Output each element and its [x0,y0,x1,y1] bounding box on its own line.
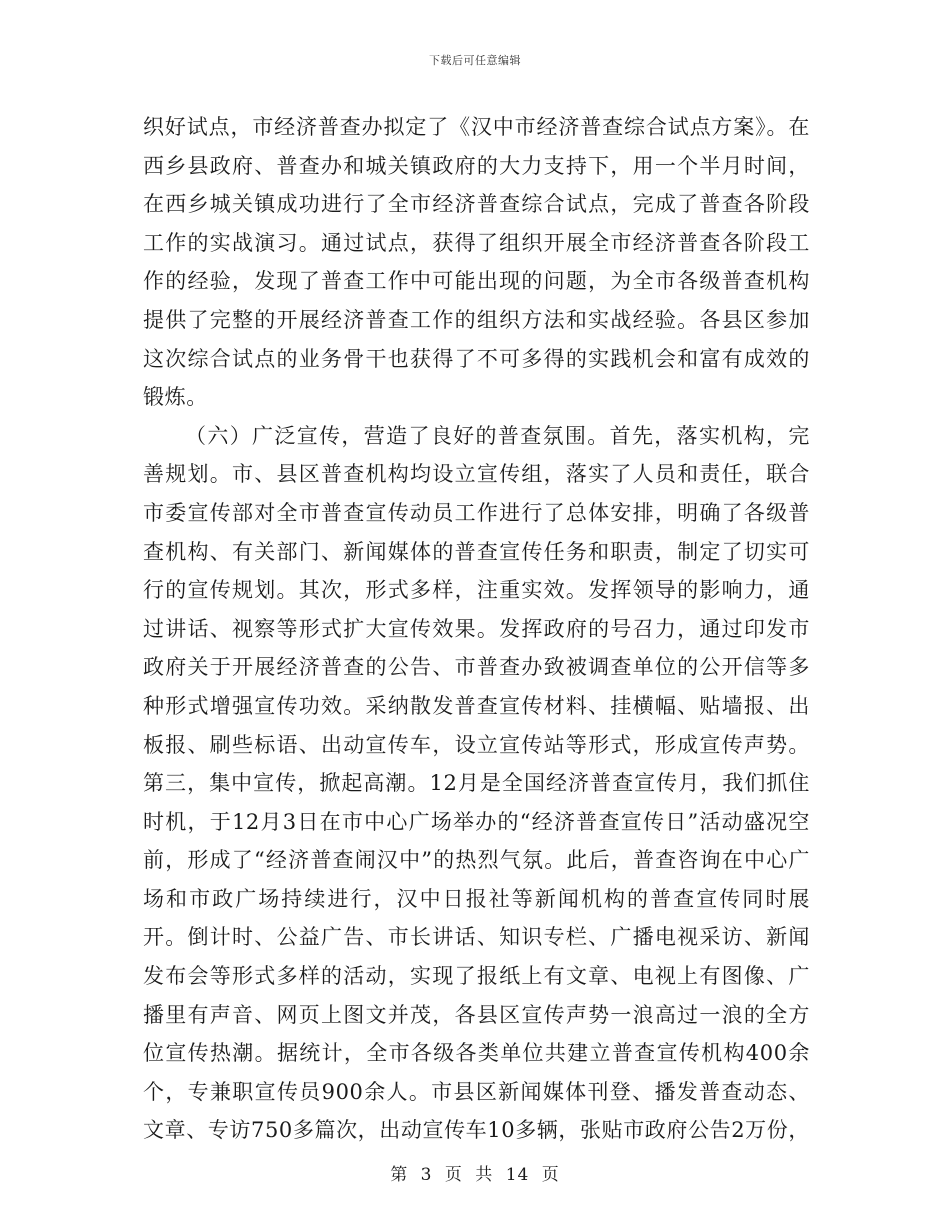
page-number: 第 3 页 共 14 页 [390,1165,560,1185]
page-header: 下载后可任意编辑 [429,54,521,67]
paragraph-publicity: （六）广泛宣传，营造了良好的普查氛围。首先，落实机构，完善规划。市、县区普查机构均设立宣传组，落实了人员和责任，联合市委宣传部对全市普查宣传动员工作进行了总体安排，明确了各级普查机构、有关部门、新闻媒体的普查宣传任务和职责，制定了切实可行的宣传规划。其次，形式多样，注重实效。发挥领导的影响力，通过讲话、视察等形式扩大宣传效果。发挥政府的号召力，通过印发市政府关于开展经济普查的公告、市普查办致被调查单位的公开信等多种形式增强宣传功效。采纳散发普查宣传材料、挂横幅、贴墙报、出板报、刷些标语、出动宣传车，设立宣传站等形式，形成宣传声势。第三，集中宣传，掀起高潮。12月是全国经济普查宣传月，我们抓住时机，于12月3日在市中心广场举办的“经济普查宣传日”活动盛况空前，形成了“经济普查闹汉中”的热烈气氛。此后，普查咨询在中心广场和市政广场持续进行，汉中日报社等新闻机构的普查宣传同时展开。倒计时、公益广告、市长讲话、知识专栏、广播电视采访、新闻发布会等形式多样的活动，实现了报纸上有文章、电视上有图像、广播里有声音、网页上图文并茂，各县区宣传声势一浪高过一浪的全方位宣传热潮。据统计，全市各级各类单位共建立普查宣传机构400余个，专兼职宣传员900余人。市县区新闻媒体刊登、播发普查动态、文章、专访750多篇次，出动宣传车10多辆，张贴市政府公告2万份， [143,423,810,1143]
paragraph-continued: 织好试点，市经济普查办拟定了《汉中市经济普查综合试点方案》。在西乡县政府、普查办和城关镇政府的大力支持下，用一个半月时间，在西乡城关镇成功进行了全市经济普查综合试点，完成了普查各阶段工作的实战演习。通过试点，获得了组织开展全市经济普查各阶段工作的经验，发现了普查工作中可能出现的问题，为全市各级普查机构提供了完整的开展经济普查工作的组织方法和实战经验。各县区参加这次综合试点的业务骨干也获得了不可多得的实践机会和富有成效的锻炼。 [143,115,810,410]
document-body [143,108,810,1150]
